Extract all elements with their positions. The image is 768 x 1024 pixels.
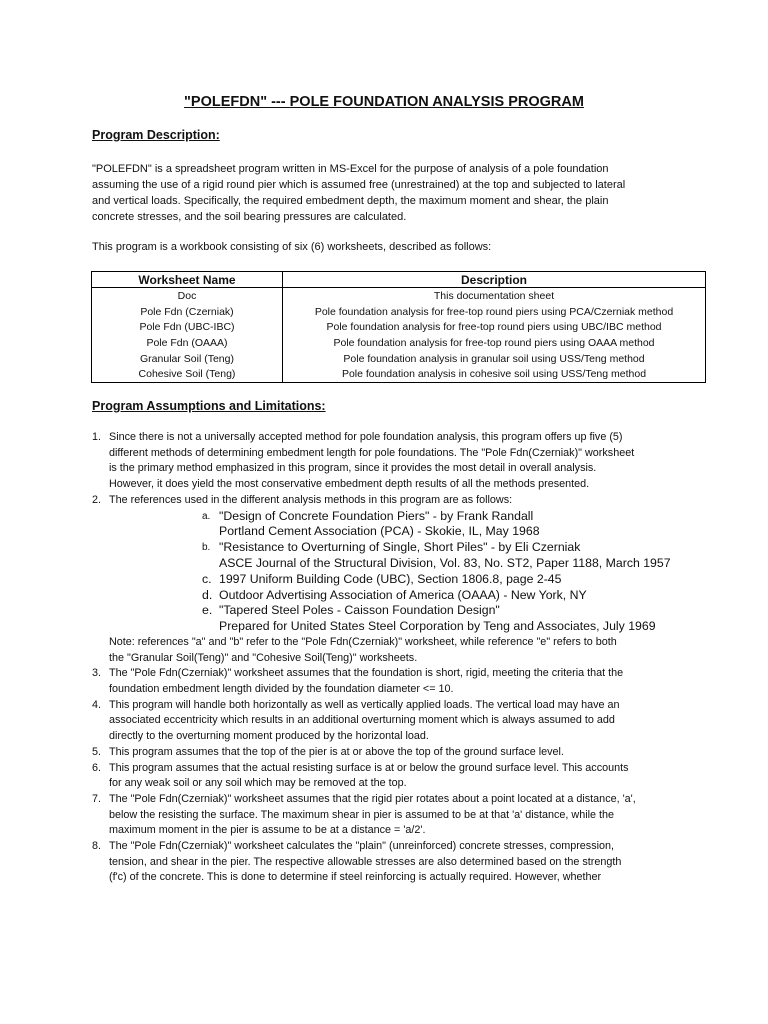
description-cell: This documentation sheet: [433, 289, 555, 302]
item-line: is the primary method emphasized in this program, since it provides the most detail in overall analysis.: [109, 462, 597, 475]
reference-line: Prepared for United States Steel Corporation by Teng and Associates, July 1969: [219, 619, 656, 634]
document-title: "POLEFDN" --- POLE FOUNDATION ANALYSIS PROGRAM: [184, 94, 584, 110]
reference-label: e.: [202, 603, 213, 618]
item-number: 6.: [92, 761, 102, 774]
reference-item: [202, 509, 732, 541]
table-row: [92, 288, 706, 304]
worksheet-name-cell: Granular Soil (Teng): [92, 351, 283, 367]
item-number: 8.: [92, 840, 102, 853]
worksheet-name-cell: Pole Fdn (UBC-IBC): [92, 319, 283, 335]
worksheet-name-cell: Cohesive Soil (Teng): [92, 366, 283, 382]
description-paragraph: [92, 161, 712, 225]
worksheet-name-cell: Doc: [92, 288, 283, 304]
description-cell: Pole foundation analysis for free-top round piers using OAAA method: [333, 336, 655, 349]
item-number: 1.: [92, 431, 102, 443]
item-line: The references used in the different analysis methods in this program are as follows:: [109, 493, 513, 506]
item-number: 7.: [92, 792, 102, 805]
item-line: foundation embedment length divided by the foundation diameter <= 10.: [109, 683, 454, 695]
reference-line: "Design of Concrete Foundation Piers" - by Frank Randall: [219, 508, 534, 523]
description-cell: Pole foundation analysis for free-top round piers using UBC/IBC method: [326, 321, 662, 334]
item-line: The "Pole Fdn(Czerniak)" worksheet assumes that the foundation is short, rigid, meeting the criteria that the: [109, 667, 624, 680]
list-item: [92, 493, 732, 509]
reference-item: [202, 588, 732, 604]
table-header-row: [92, 272, 706, 288]
item-number: 3.: [92, 667, 102, 680]
reference-line: "Tapered Steel Poles - Caisson Foundation Design": [219, 603, 500, 618]
description-line: assuming the use of a rigid round pier which is assumed free (unrestrained) at the top and subjected to lateral: [92, 179, 626, 191]
item-line: tension, and shear in the pier. The respective allowable stresses are also determined based on the strength: [109, 855, 622, 868]
list-item: [92, 430, 732, 493]
item-line: The "Pole Fdn(Czerniak)" worksheet calculates the "plain" (unreinforced) concrete stresses, compression,: [109, 840, 615, 853]
item-line: This program will handle both horizontally as well as vertically applied loads. The vertical load may have an: [109, 698, 620, 711]
item-number: 5.: [92, 745, 102, 758]
table-row: [92, 319, 706, 335]
item-line: different methods of determining embedment length for pole foundations. The "Pole Fdn(Czerniak)" worksheet: [109, 446, 635, 459]
assumptions-list: [92, 430, 732, 886]
reference-label: b.: [202, 542, 211, 554]
reference-item: [202, 572, 732, 588]
worksheet-name-cell: Pole Fdn (Czerniak): [92, 304, 283, 320]
header-worksheet-name: Worksheet Name: [92, 272, 283, 288]
reference-line: "Resistance to Overturning of Single, Short Piles" - by Eli Czerniak: [219, 540, 581, 555]
program-description-heading: Program Description:: [92, 128, 220, 142]
item-line: for any weak soil or any soil which may be removed at the top.: [109, 777, 407, 790]
references-note: [92, 635, 732, 666]
table-row: [92, 304, 706, 320]
reference-label: a.: [202, 510, 211, 522]
list-item: [92, 839, 732, 886]
reference-line: Outdoor Advertising Association of America (OAAA) - New York, NY: [219, 587, 587, 602]
list-item: [92, 698, 732, 745]
item-number: 4.: [92, 698, 102, 711]
worksheet-name-cell: Pole Fdn (OAAA): [92, 335, 283, 351]
item-line: below the resisting the surface. The maximum shear in pier is assumed to be at that 'a' distance, while the: [109, 808, 615, 821]
description-line: concrete stresses, and the soil bearing pressures are calculated.: [92, 211, 407, 223]
item-line: However, it does yield the most conservative embedment depth results of all the methods presented.: [109, 478, 590, 491]
description-cell: Pole foundation analysis in cohesive soil using USS/Teng method: [341, 368, 647, 381]
item-line: This program assumes that the actual resisting surface is at or below the ground surface level. This accounts: [109, 761, 629, 774]
item-line: Since there is not a universally accepted method for pole foundation analysis, this program offers up five (5): [109, 431, 623, 443]
reference-item: [202, 603, 732, 635]
description-cell: Pole foundation analysis in granular soil using USS/Teng method: [343, 352, 645, 365]
item-line: (f'c) of the concrete. This is done to determine if steel reinforcing is actually required. However, whether: [109, 871, 602, 884]
note-line: Note: references "a" and "b" refer to the "Pole Fdn(Czerniak)" worksheet, while reference "e" refers to both: [109, 635, 617, 648]
table-row: [92, 351, 706, 367]
reference-item: [202, 540, 732, 572]
item-line: This program assumes that the top of the pier is at or above the top of the ground surface level.: [109, 745, 564, 758]
worksheet-table: [91, 271, 706, 383]
reference-label: d.: [202, 587, 213, 602]
workbook-intro: This program is a workbook consisting of six (6) worksheets, described as follows:: [92, 241, 492, 253]
item-line: associated eccentricity which results in an additional overturning moment which is always assumed to add: [109, 714, 615, 727]
description-line: "POLEFDN" is a spreadsheet program written in MS-Excel for the purpose of analysis of a pole foundation: [92, 163, 609, 175]
list-item: [92, 792, 732, 839]
references-list: [202, 509, 732, 635]
item-number: 2.: [92, 493, 102, 506]
item-line: maximum moment in the pier is assume to be at a distance = 'a/2'.: [109, 824, 426, 837]
reference-line: 1997 Uniform Building Code (UBC), Section 1806.8, page 2-45: [219, 571, 562, 586]
note-line: the "Granular Soil(Teng)" and "Cohesive Soil(Teng)" worksheets.: [109, 651, 418, 664]
item-line: The "Pole Fdn(Czerniak)" worksheet assumes that the rigid pier rotates about a point located at a distance, 'a',: [109, 792, 636, 805]
list-item: [92, 745, 732, 761]
description-cell: Pole foundation analysis for free-top round piers using PCA/Czerniak method: [314, 305, 674, 318]
item-line: directly to the overturning moment produced by the horizontal load.: [109, 730, 429, 743]
description-line: and vertical loads. Specifically, the required embedment depth, the maximum moment and shear, the plain: [92, 195, 609, 207]
header-description: Description: [283, 272, 706, 288]
table-row: [92, 366, 706, 382]
list-item: [92, 761, 732, 792]
reference-line: ASCE Journal of the Structural Division, Vol. 83, No. ST2, Paper 1188, March 1957: [219, 555, 671, 570]
reference-line: Portland Cement Association (PCA) - Skokie, IL, May 1968: [219, 524, 540, 539]
list-item: [92, 666, 732, 697]
reference-label: c.: [202, 571, 212, 586]
table-row: [92, 335, 706, 351]
assumptions-heading: Program Assumptions and Limitations:: [92, 399, 326, 413]
